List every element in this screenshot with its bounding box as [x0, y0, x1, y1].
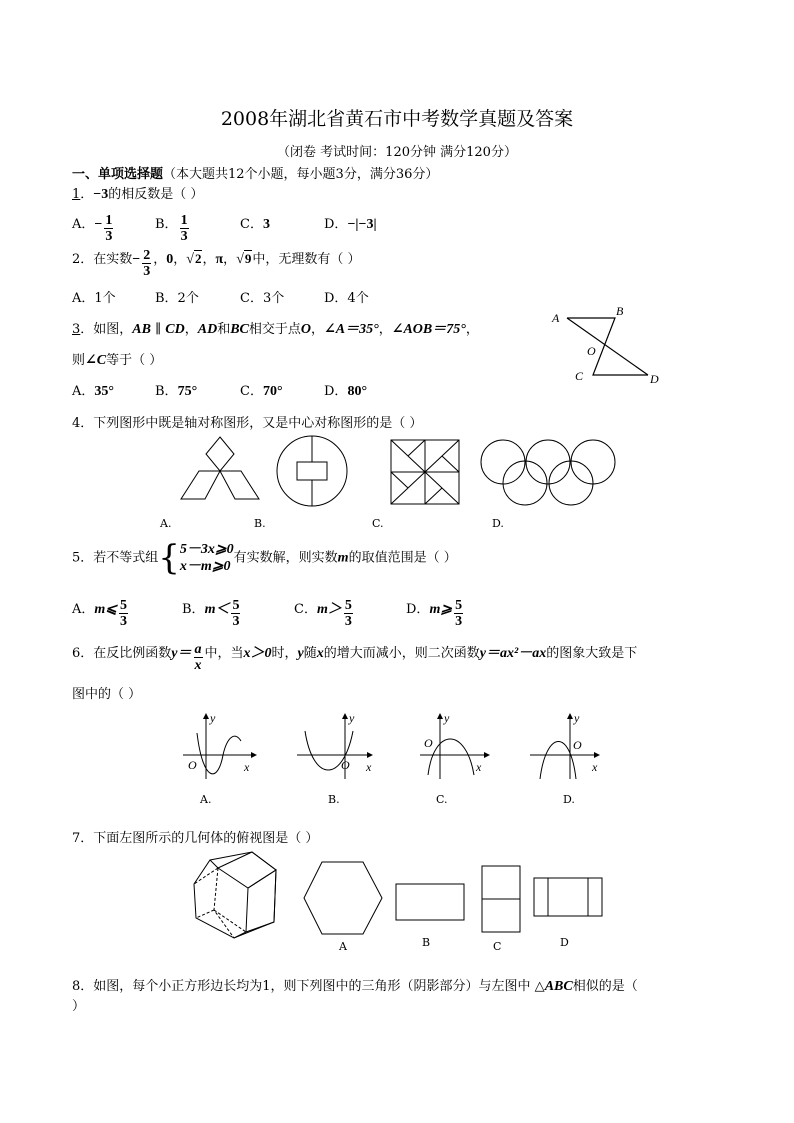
- svg-text:O: O: [341, 758, 350, 772]
- q5-option-a: A．m⩽ $\frac{5}{3}$: [72, 598, 128, 629]
- svg-text:x: x: [244, 760, 250, 774]
- q1-expr: −3: [93, 187, 109, 202]
- svg-text:y: y: [444, 711, 450, 725]
- question-2: 2．在实数− $\frac{2}{3}$ ，0，√2，π，√9中，无理数有（ ）: [72, 248, 361, 279]
- q7-caption-b: B: [422, 936, 431, 949]
- q1-option-b: B． $\frac{1}{3}$: [155, 213, 188, 244]
- svg-text:x: x: [366, 760, 372, 774]
- section-title: 一、单项选择题: [72, 167, 164, 182]
- q5-option-b: B．m＜ $\frac{5}{3}$: [182, 598, 240, 629]
- svg-text:y: y: [349, 711, 355, 725]
- q6-caption-a: A.: [200, 793, 212, 806]
- svg-text:x: x: [592, 760, 598, 774]
- q4-figure-a: [175, 437, 265, 507]
- q6-caption-d: D.: [563, 793, 575, 806]
- q3-option-c: C．70°: [240, 384, 283, 399]
- q1-option-d: D．−|−3|: [324, 217, 377, 232]
- q3-label-a: A: [552, 311, 560, 325]
- question-8: 8．如图，每个小正方形边长均为1，则下列图中的三角形（阴影部分）与左图中 △ABC相似的是（: [72, 979, 638, 994]
- q5-option-c: C．m＞ $\frac{5}{3}$: [294, 598, 352, 629]
- question-3: 3．如图，AB ∥ CD，AD和BC相交于点O，∠A＝35°，∠AOB＝75°，: [72, 322, 479, 337]
- q4-figure-b: [275, 434, 350, 509]
- q3-label-o: O: [587, 344, 596, 358]
- q8-line2: ）: [72, 999, 86, 1014]
- question-6: 6．在反比例函数y＝ $\frac{a}{x}$ 中，当x＞0时，y随x的增大而减小，则二次函数y＝ax²－ax的图象大致是下: [72, 642, 638, 673]
- q3-label-b: B: [616, 304, 624, 318]
- q4-caption-d: D.: [492, 517, 504, 530]
- q7-caption-d: D: [560, 936, 569, 949]
- q1-stem: 的相反数是（ ）: [108, 187, 204, 202]
- q6-caption-b: B.: [328, 793, 340, 806]
- q6-graph-b: [297, 713, 377, 781]
- question-7: 7．下面左图所示的几何体的俯视图是（ ）: [72, 831, 319, 846]
- q6-graph-a: [183, 713, 258, 781]
- q4-figure-d: [478, 437, 618, 509]
- q7-solid: [190, 850, 290, 942]
- q7-option-b-figure: [394, 882, 466, 922]
- q7-option-a-figure: [302, 860, 384, 936]
- svg-text:x: x: [476, 760, 482, 774]
- q7-option-d-figure: [532, 876, 604, 918]
- q2-option-c: C．3个: [240, 291, 285, 306]
- q4-caption-a: A.: [160, 517, 172, 530]
- exam-info: （闭卷 考试时间：120分钟 满分120分）: [277, 145, 517, 160]
- q4-caption-c: C.: [372, 517, 384, 530]
- q2-option-b: B．2个: [155, 291, 199, 306]
- q3-label-c: C: [575, 369, 584, 383]
- q3-figure: [545, 302, 670, 387]
- svg-text:y: y: [210, 711, 216, 725]
- question-4: 4．下列图形中既是轴对称图形，又是中心对称图形的是（ ）: [72, 416, 423, 431]
- q5-option-d: D．m⩾ $\frac{5}{3}$: [406, 598, 463, 629]
- q6-caption-c: C.: [436, 793, 448, 806]
- section-heading: [72, 163, 438, 182]
- q1-dot: ．: [80, 187, 94, 202]
- q4-figure-c: [388, 437, 463, 507]
- question-1: [72, 183, 203, 203]
- q3-option-a: A．35°: [72, 384, 114, 399]
- q1-option-c: C．3: [240, 217, 270, 232]
- svg-text:O: O: [573, 738, 582, 752]
- q6-graph-c: [420, 713, 500, 781]
- q3-option-b: B．75°: [155, 384, 198, 399]
- q3-line2: 则∠C等于（ ）: [72, 353, 163, 368]
- q7-caption-c: C: [493, 940, 502, 953]
- q7-option-c-figure: [480, 864, 522, 934]
- svg-text:y: y: [574, 711, 580, 725]
- svg-text:O: O: [188, 758, 197, 772]
- question-5: 5．若不等式组{ 5－3x⩾0 x－m⩾0 有实数解，则实数m的取值范围是（ ）: [72, 538, 457, 578]
- q2-option-a: A．1个: [72, 291, 116, 306]
- q3-label-d: D: [650, 372, 659, 386]
- section-note: （本大题共12个小题，每小题3分，满分36分）: [163, 167, 439, 182]
- q6-line2: 图中的（ ）: [72, 687, 142, 702]
- q1-option-a: A．− $\frac{1}{3}$: [72, 213, 113, 244]
- q3-option-d: D．80°: [324, 384, 368, 399]
- q6-graph-d: [530, 713, 610, 781]
- page-title: 2008年湖北省黄石市中考数学真题及答案: [220, 108, 574, 130]
- q4-caption-b: B.: [254, 517, 266, 530]
- q2-option-d: D．4个: [324, 291, 369, 306]
- q1-number: 1: [72, 187, 81, 202]
- svg-text:O: O: [424, 736, 433, 750]
- q7-caption-a: A: [339, 940, 347, 953]
